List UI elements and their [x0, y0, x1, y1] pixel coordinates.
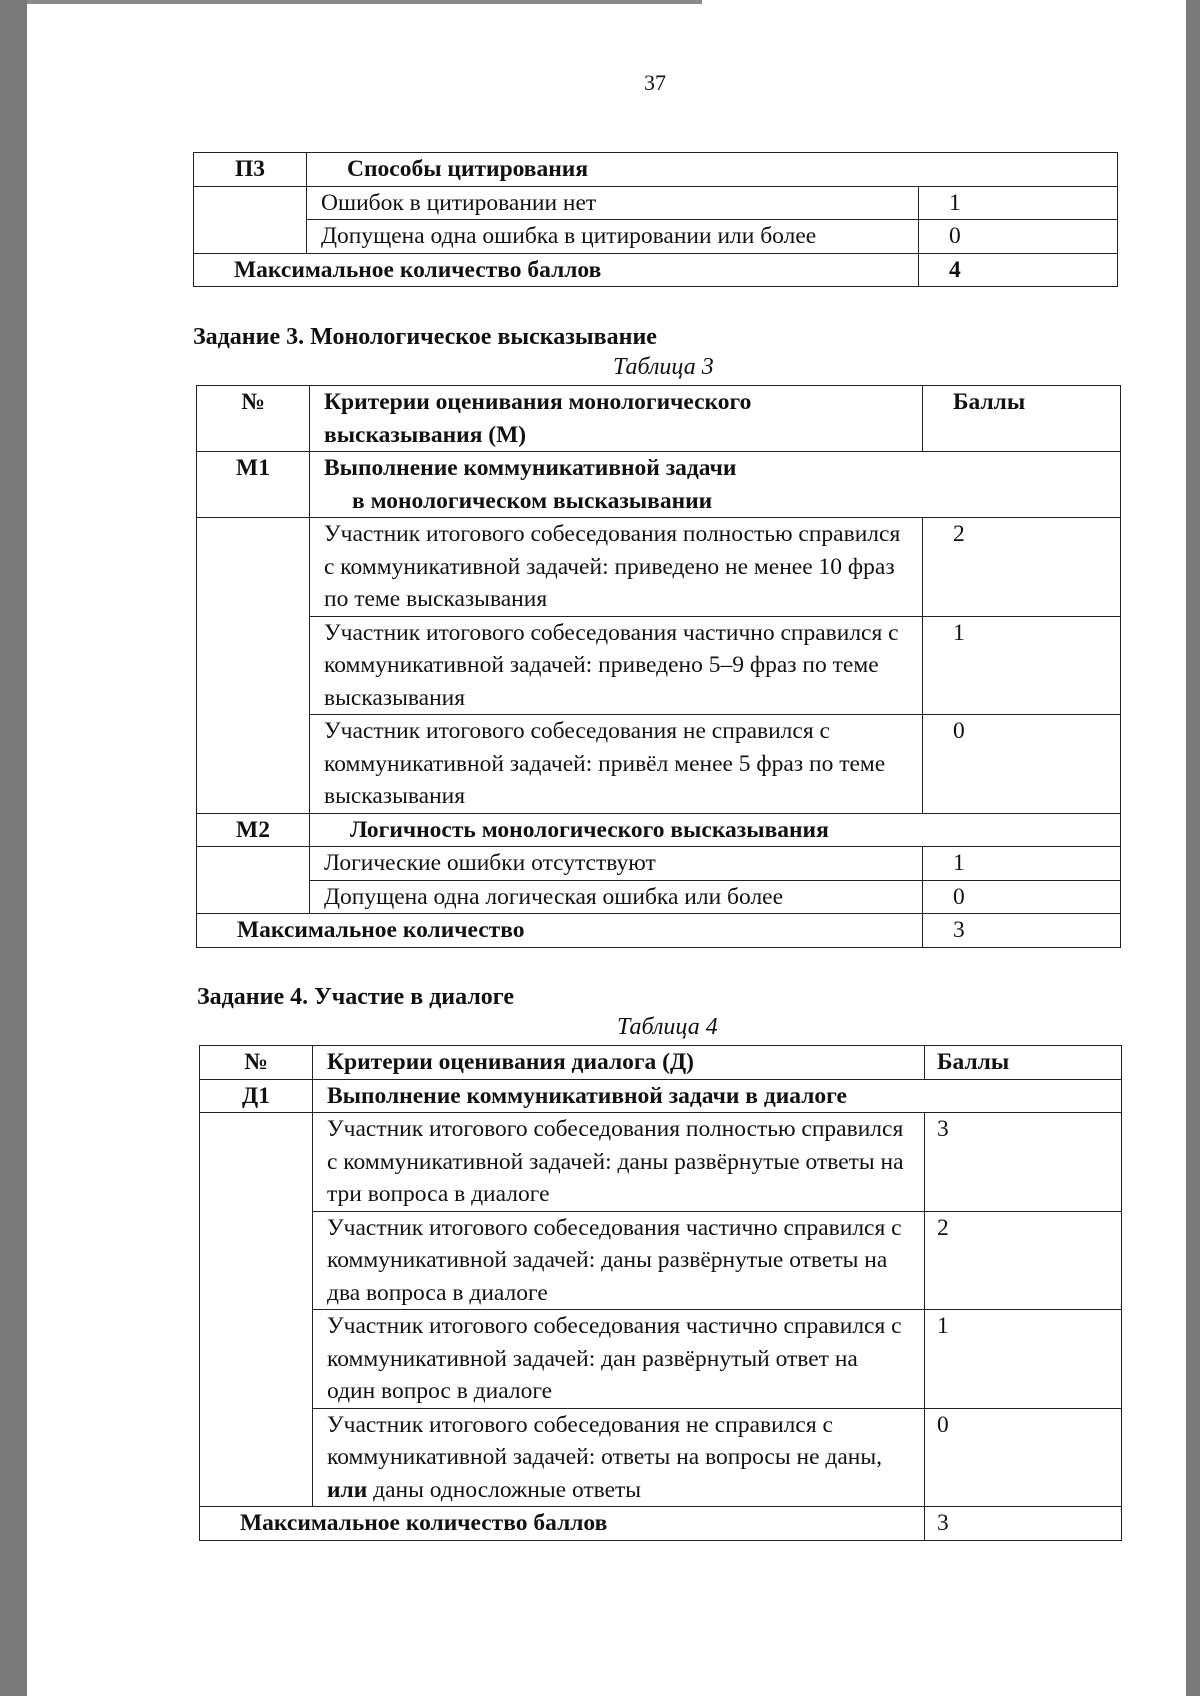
- total-value: 3: [925, 1507, 1122, 1541]
- table-header-row: [197, 386, 1121, 452]
- criterion-score: 1: [923, 616, 1121, 715]
- header-num: №: [200, 1046, 313, 1080]
- criterion-text: Допущена одна логическая ошибка или более: [310, 880, 923, 914]
- table-row: [200, 1079, 1122, 1113]
- criterion-code: П3: [194, 153, 307, 187]
- total-label: Максимальное количество: [197, 914, 923, 948]
- table-row: [197, 813, 1121, 847]
- table-row: [200, 1408, 1122, 1507]
- table-4: [199, 1045, 1122, 1541]
- criterion-text-emphasis: или: [327, 1476, 368, 1503]
- table-4-block: [0, 1045, 1200, 1541]
- criterion-text: [313, 1408, 925, 1507]
- criterion-title-line1: Выполнение коммуникативной задачи: [324, 455, 737, 481]
- criterion-text: Допущена одна ошибка в цитировании или более: [307, 220, 919, 254]
- table-row: [200, 1310, 1122, 1409]
- criterion-title-line2: в монологическом высказывании: [352, 487, 713, 514]
- criterion-text-after: даны односложные ответы: [373, 1476, 642, 1503]
- table-header-row: [200, 1046, 1122, 1080]
- table-p3: [193, 152, 1118, 287]
- header-score: Баллы: [923, 386, 1121, 452]
- table4-caption: Таблица 4: [617, 1014, 718, 1040]
- total-label: Максимальное количество баллов: [200, 1507, 925, 1541]
- table-total-row: [197, 914, 1121, 948]
- table-row: [197, 715, 1121, 814]
- criterion-text: Участник итогового собеседования частично справился с коммуникативной задачей: даны развёрнутые ответы на два вопроса в диалоге: [313, 1211, 925, 1310]
- table-row: [197, 616, 1121, 715]
- table-row: [194, 220, 1118, 254]
- criterion-code: М1: [197, 452, 310, 518]
- criterion-title: Логичность монологического высказывания: [350, 816, 829, 843]
- table-total-row: [200, 1507, 1122, 1541]
- table-row: [197, 452, 1121, 518]
- criterion-score: 0: [925, 1408, 1122, 1507]
- criterion-text: Участник итогового собеседования полностью справился с коммуникативной задачей: приведено не менее 10 фраз по теме высказывания: [310, 518, 923, 617]
- criterion-score: 0: [923, 880, 1121, 914]
- criterion-score: 1: [925, 1310, 1122, 1409]
- criterion-score: 1: [923, 847, 1121, 881]
- task3-heading: Задание 3. Монологическое высказывание: [193, 324, 657, 350]
- table-row: [197, 880, 1121, 914]
- criterion-score: 2: [923, 518, 1121, 617]
- table-row: [197, 518, 1121, 617]
- total-label: Максимальное количество баллов: [194, 253, 919, 287]
- criterion-text: Участник итогового собеседования полностью справился с коммуникативной задачей: даны развёрнутые ответы на три вопроса в диалоге: [313, 1113, 925, 1212]
- criterion-text: Участник итогового собеседования частично справился с коммуникативной задачей: приведено 5–9 фраз по теме высказывания: [310, 616, 923, 715]
- criterion-text-before: Участник итогового собеседования не справился с коммуникативной задачей: ответы на вопросы не даны,: [327, 1411, 883, 1470]
- total-value: 4: [919, 253, 1118, 287]
- table-p3-block: [0, 152, 1200, 287]
- criterion-score: 0: [923, 715, 1121, 814]
- criterion-title: Выполнение коммуникативной задачи в диалоге: [313, 1079, 1122, 1113]
- scan-border-top: [27, 0, 702, 4]
- criterion-score: 0: [919, 220, 1118, 254]
- table-row: [197, 847, 1121, 881]
- table-total-row: [194, 253, 1118, 287]
- criterion-code: Д1: [200, 1079, 313, 1113]
- table-3: [196, 385, 1121, 948]
- total-value: 3: [923, 914, 1121, 948]
- header-criteria: Критерии оценивания монологического высказывания (М): [310, 386, 923, 452]
- criterion-text: Участник итогового собеседования частично справился с коммуникативной задачей: дан развёрнутый ответ на один вопрос в диалоге: [313, 1310, 925, 1409]
- task4-heading: Задание 4. Участие в диалоге: [197, 984, 515, 1010]
- header-num: №: [197, 386, 310, 452]
- table-3-block: [0, 385, 1200, 948]
- page-number: 37: [644, 70, 666, 95]
- criterion-score: 1: [919, 186, 1118, 220]
- header-criteria: Критерии оценивания диалога (Д): [313, 1046, 925, 1080]
- table-row: [200, 1113, 1122, 1212]
- header-score: Баллы: [925, 1046, 1122, 1080]
- table-row: [194, 153, 1118, 187]
- criterion-text: Участник итогового собеседования не справился с коммуникативной задачей: привёл менее 5 фраз по теме высказывания: [310, 715, 923, 814]
- table3-caption: Таблица 3: [613, 354, 714, 380]
- criterion-code: М2: [197, 813, 310, 847]
- criterion-text: Логические ошибки отсутствуют: [310, 847, 923, 881]
- criterion-title: Способы цитирования: [347, 156, 589, 182]
- table-row: [194, 186, 1118, 220]
- criterion-score: 3: [925, 1113, 1122, 1212]
- criterion-score: 2: [925, 1211, 1122, 1310]
- table-row: [200, 1211, 1122, 1310]
- criterion-text: Ошибок в цитировании нет: [307, 186, 919, 220]
